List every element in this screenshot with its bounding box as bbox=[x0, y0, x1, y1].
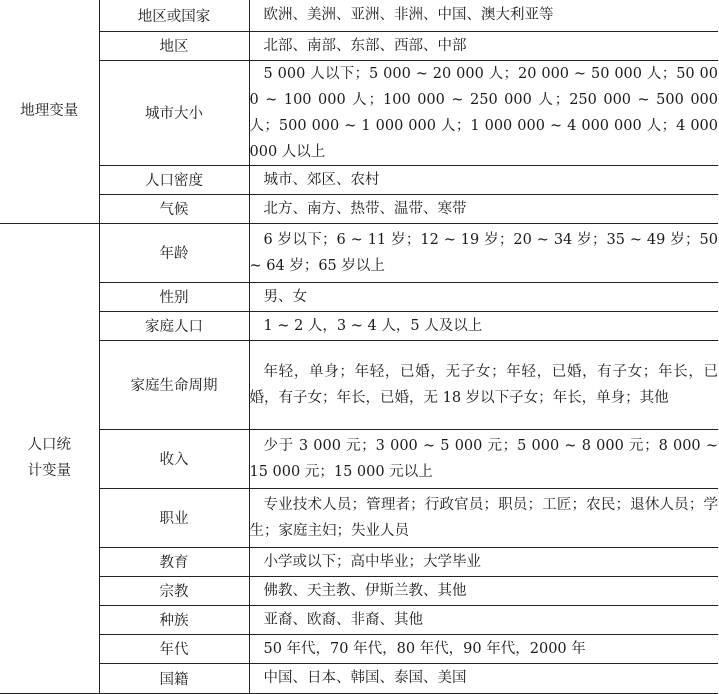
group-label-text: 人口统计变量 bbox=[27, 437, 71, 479]
table-row bbox=[0, 605, 718, 634]
group-label-geographic: 地理变量 bbox=[0, 0, 99, 223]
variable-name: 人口密度 bbox=[99, 165, 249, 194]
table-row bbox=[0, 634, 718, 663]
variable-values: 小学或以下；高中毕业；大学毕业 bbox=[249, 547, 718, 576]
variable-name: 宗教 bbox=[99, 576, 249, 605]
variable-name: 家庭生命周期 bbox=[99, 340, 249, 429]
table-row bbox=[0, 547, 718, 576]
group-label-demographic bbox=[0, 223, 99, 693]
variable-name: 气候 bbox=[99, 194, 249, 223]
table-row bbox=[0, 194, 718, 223]
table-row bbox=[0, 223, 718, 282]
variable-values: 5 000 人以下；5 000 ~ 20 000 人；20 000 ~ 50 000 人；50 000 ~ 100 000 人；100 000 ~ 250 000 人；250 000 ~ 500 000 人；500 000 ~ 1 000 000 人；1 000 000 ~ 4 000 000 人；4 000 000 人以上 bbox=[249, 60, 718, 165]
variable-values: 城市、郊区、农村 bbox=[249, 165, 718, 194]
variable-values: 佛教、天主教、伊斯兰教、其他 bbox=[249, 576, 718, 605]
variable-name: 地区或国家 bbox=[99, 0, 249, 31]
table-row bbox=[0, 576, 718, 605]
table-row bbox=[0, 31, 718, 60]
variable-name: 国籍 bbox=[99, 663, 249, 693]
table-row bbox=[0, 663, 718, 693]
table-row bbox=[0, 488, 718, 547]
variable-values: 亚裔、欧裔、非裔、其他 bbox=[249, 605, 718, 634]
variable-values: 欧洲、美洲、亚洲、非洲、中国、澳大利亚等 bbox=[249, 0, 718, 31]
variable-values: 北部、南部、东部、西部、中部 bbox=[249, 31, 718, 60]
table-row bbox=[0, 282, 718, 311]
variable-values: 少于 3 000 元；3 000 ~ 5 000 元；5 000 ~ 8 000 元；8 000 ~ 15 000 元；15 000 元以上 bbox=[249, 429, 718, 488]
variable-name: 家庭人口 bbox=[99, 311, 249, 340]
variable-values: 6 岁以下；6 ~ 11 岁；12 ~ 19 岁；20 ~ 34 岁；35 ~ 49 岁；50 ~ 64 岁；65 岁以上 bbox=[249, 223, 718, 282]
variable-name: 收入 bbox=[99, 429, 249, 488]
variable-name: 年代 bbox=[99, 634, 249, 663]
table-row bbox=[0, 0, 718, 31]
variable-name: 种族 bbox=[99, 605, 249, 634]
variable-name: 性别 bbox=[99, 282, 249, 311]
variable-name: 职业 bbox=[99, 488, 249, 547]
variable-values: 中国、日本、韩国、泰国、美国 bbox=[249, 663, 718, 693]
table-row bbox=[0, 429, 718, 488]
table-row bbox=[0, 165, 718, 194]
variable-values: 男、女 bbox=[249, 282, 718, 311]
table-row bbox=[0, 340, 718, 429]
variable-name: 城市大小 bbox=[99, 60, 249, 165]
table-row bbox=[0, 60, 718, 165]
variable-values: 专业技术人员；管理者；行政官员；职员；工匠；农民；退休人员；学生；家庭主妇；失业人员 bbox=[249, 488, 718, 547]
variable-name: 地区 bbox=[99, 31, 249, 60]
variable-values: 年轻，单身；年轻，已婚，无子女；年轻，已婚，有子女；年长，已婚，有子女；年长，已婚，无 18 岁以下子女；年长，单身；其他 bbox=[249, 340, 718, 429]
table-row bbox=[0, 311, 718, 340]
variable-values: 50 年代，70 年代，80 年代，90 年代，2000 年 bbox=[249, 634, 718, 663]
variable-name: 年龄 bbox=[99, 223, 249, 282]
variable-values: 1 ~ 2 人，3 ~ 4 人，5 人及以上 bbox=[249, 311, 718, 340]
variable-name: 教育 bbox=[99, 547, 249, 576]
variable-values: 北方、南方、热带、温带、寒带 bbox=[249, 194, 718, 223]
